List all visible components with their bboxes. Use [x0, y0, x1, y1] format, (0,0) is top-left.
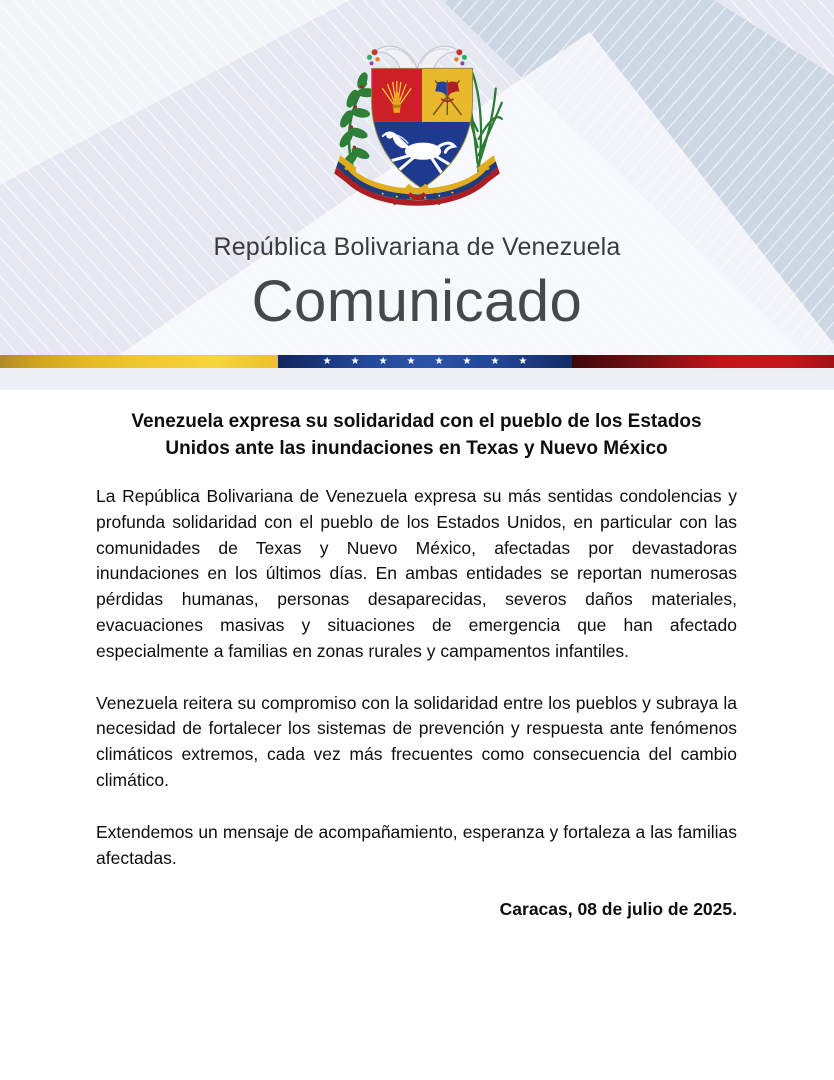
cornucopias [367, 46, 467, 70]
body-paragraph-1: La República Bolivariana de Venezuela expresa su más sentidas condolencias y profunda solidaridad con el pueblo de los Estados Unidos, en particular con las comunidades de Texas y Nuevo México, afectadas por devastadoras inundaciones en los últimos días. En ambas entidades se reportan numerosas pérdidas humanas, personas desaparecidas, severos daños materiales, evacuaciones masivas y situaciones de emergencia que han afectado especialmente a familias en zonas rurales y campamentos infantiles. [96, 486, 737, 661]
star-icon: ★ [462, 356, 472, 367]
flag-stars [278, 355, 572, 368]
body-paragraph-3: Extendemos un mensaje de acompañamiento, esperanza y fortaleza a las familias afectadas. [96, 821, 737, 868]
star-icon: ★ [378, 356, 388, 367]
flag-red-segment [572, 355, 834, 368]
flag-yellow-segment [0, 355, 278, 368]
communique-body [0, 390, 834, 960]
star-icon: ★ [490, 356, 500, 367]
flag-bar [0, 355, 834, 368]
flag-blue-segment [278, 355, 572, 368]
venezuela-coat-of-arms-icon [324, 26, 510, 232]
dateline: Caracas, 08 de julio de 2025. [499, 899, 737, 920]
country-name: República Bolivariana de Venezuela [213, 233, 621, 261]
title-line-1: Venezuela expresa su solidaridad con el pueblo de los Estados [131, 411, 702, 432]
header-bottom-strip [0, 368, 834, 390]
body-paragraph-2: Venezuela reitera su compromiso con la solidaridad entre los pueblos y subraya la necesidad de fortalecer los sistemas de prevención y respuesta ante fenómenos climáticos extremos, cada vez más frecuentes como consecuencia del cambio climático. [96, 692, 737, 790]
star-icon: ★ [406, 356, 416, 367]
header-banner [0, 0, 834, 390]
star-icon: ★ [434, 356, 444, 367]
shield [372, 68, 473, 192]
star-icon: ★ [322, 356, 332, 367]
star-icon: ★ [350, 356, 360, 367]
press-release-title [96, 408, 737, 462]
star-icon: ★ [518, 356, 528, 367]
title-line-2: Unidos ante las inundaciones en Texas y Nuevo México [165, 438, 668, 459]
document-type-title: Comunicado [251, 269, 583, 334]
